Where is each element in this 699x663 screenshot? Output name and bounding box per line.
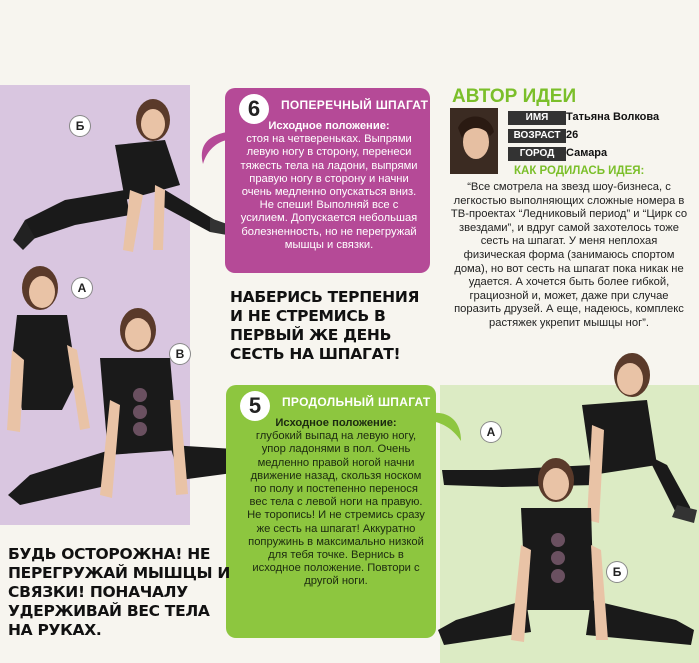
marker-a-left: А (72, 278, 92, 298)
author-city-label: ГОРОД (508, 147, 566, 161)
author-quote: “Все смотрела на звезд шоу-бизнеса, с легкостью выполняющих сложные номера в ТВ-проектах “Ледниковый период” и “Цирк со звездами”, и вдруг самой захотелось тоже сесть на шпагат. У меня неплохая физическая форма (занимаюсь спортом дома), но вот сесть на шпагат пока никак не удается. А хочется быть более гибкой, грациозной и, может, даже при случае поразить друзей. А еще, надеюсь, комплекс растяжек укрепит мышцы ног”. (450, 181, 688, 329)
exercise-5-number: 5 (240, 391, 270, 421)
exercise-6-title: ПОПЕРЕЧНЫЙ ШПАГАТ (281, 98, 429, 112)
exercise-5-description: глубокий выпад на левую ногу, упор ладонями в пол. Очень медленно правой ногой начни движение назад, скользя носком по полу и постепенно перенося вес тела с левой ноги на правую. Не торопись! И не стремись сразу же сесть на шпагат! Аккуратно попружинь в максимально низкой для тебя точке. Вернись в исходное положение. Повтори с другой ноги. (247, 430, 425, 588)
woman-figure-left-b (5, 90, 235, 270)
exercise-6-description: стоя на четвереньках. Выпрями левую ногу в сторону, перенеси тяжесть тела на ладони, выпрями правую ногу в сторону и начни очень медленно опускаться вниз. Не спеши! Выполняй все с усилием. Допускается небольшая болезненность, но не перегружай мышцы и связки. (240, 133, 418, 251)
exercise-5-start-heading: Исходное положение: (275, 417, 397, 429)
idea-origin-title: КАК РОДИЛАСЬ ИДЕЯ: (514, 165, 645, 177)
marker-v-left: В (170, 344, 190, 364)
exercise-6-box (225, 88, 430, 273)
exercise-6-start-heading: Исходное положение: (268, 120, 390, 132)
exercise-5-box (226, 385, 436, 638)
marker-b-right: Б (607, 562, 627, 582)
exercise-6-number: 6 (239, 94, 269, 124)
author-age-value: 26 (566, 129, 579, 141)
author-city-value: Самара (566, 147, 608, 159)
exercise-6-text-block (235, 120, 423, 252)
author-age-label: ВОЗРАСТ (508, 129, 566, 143)
woman-figure-right-b (436, 450, 699, 663)
marker-b-left: Б (70, 116, 90, 136)
marker-a-right: А (481, 422, 501, 442)
author-title: АВТОР ИДЕИ (452, 86, 577, 107)
exercise-5-text-block (246, 417, 426, 589)
author-name-value: Татьяна Волкова (566, 111, 660, 123)
caution-slogan: БУДЬ ОСТОРОЖНА! НЕ ПЕРЕГРУЖАЙ МЫШЦЫ И СВЯЗКИ! ПОНАЧАЛУ УДЕРЖИВАЙ ВЕС ТЕЛА НА РУКАХ. (8, 545, 231, 639)
author-name-label: ИМЯ (508, 111, 566, 125)
author-photo (450, 108, 498, 174)
patience-slogan: НАБЕРИСЬ ТЕРПЕНИЯ И НЕ СТРЕМИСЬ В ПЕРВЫЙ ЖЕ ДЕНЬ СЕСТЬ НА ШПАГАТ! (230, 288, 420, 363)
exercise-5-title: ПРОДОЛЬНЫЙ ШПАГАТ (282, 395, 431, 409)
